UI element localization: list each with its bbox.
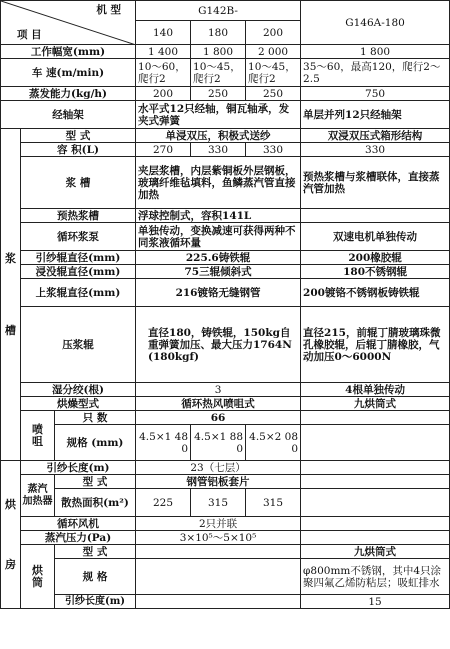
heater-area-b <box>301 489 450 517</box>
circulation-fan-b <box>301 517 450 531</box>
slurry-type-b: 双浸双压式箱形结构 <box>301 129 450 143</box>
speed-200: 10～45，爬行2 <box>246 59 301 87</box>
nozzle-spec-180: 4.5×1 880 <box>191 425 246 461</box>
speed-140: 10～60，爬行2 <box>136 59 191 87</box>
working-width-200: 2 000 <box>246 45 301 59</box>
row-evaporation-label: 蒸发能力(kg/h) <box>1 87 136 101</box>
nozzle-count-label: 只 数 <box>55 411 136 425</box>
drying-type-b: 九烘筒式 <box>301 397 450 411</box>
wet-split-label: 湿分绞(根) <box>21 383 136 397</box>
immersion-roller-a: 75三辊倾斜式 <box>136 265 301 279</box>
squeeze-roller-a: 直径180，铸铁辊，150kg自重弹簧加压、最大压力1764N(180kgf) <box>136 307 301 383</box>
heater-area-200: 315 <box>246 489 301 517</box>
upper-size-roller-b: 200镀铬不锈钢板铸铁辊 <box>301 279 450 307</box>
yarn-length-cyl-b: 15 <box>301 595 450 609</box>
working-width-140: 1 400 <box>136 45 191 59</box>
heater-type-label: 型 式 <box>55 475 136 489</box>
group-steam-heater: 蒸汽 加热器 <box>21 475 55 517</box>
volume-200: 330 <box>246 143 301 157</box>
drying-type-label: 烘燥型式 <box>21 397 136 411</box>
circulation-fan-a: 2只并联 <box>136 517 301 531</box>
yarn-length-oven-b <box>301 461 450 475</box>
heater-type-a: 钢管铝板套片 <box>136 475 301 489</box>
warp-beam-a: 水平式12只经轴，铜瓦轴承，发夹式弹簧 <box>136 101 301 129</box>
evaporation-200: 250 <box>246 87 301 101</box>
row-working-width-label: 工作幅宽(mm) <box>1 45 136 59</box>
cylinder-spec-label: 规 格 <box>55 559 136 595</box>
sub-header-180: 180 <box>191 21 246 45</box>
model-b-header: G146A-180 <box>301 1 450 45</box>
cylinder-type-label: 型 式 <box>55 545 136 559</box>
yarn-roller-label: 引纱辊直径(mm) <box>21 251 136 265</box>
nozzle-spec-200: 4.5×2 080 <box>246 425 301 461</box>
header-diagonal-cell <box>1 1 136 45</box>
preheat-tank-a: 浮球控制式，容积141L <box>136 209 301 223</box>
cylinder-spec-b: φ800mm不锈钢，其中4只涂聚四氟乙烯防粘层；吸虹排水 <box>301 559 450 595</box>
yarn-length-oven-label: 引纱长度(m) <box>21 461 136 475</box>
steam-pressure-label: 蒸汽压力(Pa) <box>21 531 136 545</box>
slurry-type-label: 型 式 <box>21 129 136 143</box>
sub-header-140: 140 <box>136 21 191 45</box>
working-width-180: 1 800 <box>191 45 246 59</box>
heater-area-label: 散热面积(m²) <box>55 489 136 517</box>
volume-label: 容 积(L) <box>21 143 136 157</box>
wet-split-b: 4根单独传动 <box>301 383 450 397</box>
model-a-header: G142B- <box>136 1 301 21</box>
working-width-b: 1 800 <box>301 45 450 59</box>
row-warp-beam-label: 经轴架 <box>1 101 136 129</box>
circulation-pump-a: 单独传动，变换减速可获得两种不同浆液循环量 <box>136 223 301 251</box>
slurry-type-a: 单浸双压，积极式送纱 <box>136 129 301 143</box>
drying-type-a: 循环热风喷咀式 <box>136 397 301 411</box>
nozzle-spec-140: 4.5×1 480 <box>136 425 191 461</box>
yarn-roller-a: 225.6铸铁辊 <box>136 251 301 265</box>
heater-area-140: 225 <box>136 489 191 517</box>
upper-size-roller-a: 216镀铬无缝钢管 <box>136 279 301 307</box>
preheat-tank-label: 预热浆槽 <box>21 209 136 223</box>
immersion-roller-b: 180不锈钢辊 <box>301 265 450 279</box>
nozzle-spec-label: 规格 (mm) <box>55 425 136 461</box>
circulation-pump-label: 循环浆泵 <box>21 223 136 251</box>
nozzle-count-b <box>301 411 450 425</box>
yarn-roller-b: 200橡胶辊 <box>301 251 450 265</box>
squeeze-roller-b: 直径215，前辊丁腈玻璃珠微孔橡胶辊，后辊丁腈橡胶，气动加压0～6000N <box>301 307 450 383</box>
speed-b: 35～60，最高120，爬行2～2.5 <box>301 59 450 87</box>
slurry-tank-label: 浆 槽 <box>21 157 136 209</box>
circulation-pump-b: 双速电机单独传动 <box>301 223 450 251</box>
volume-b: 330 <box>301 143 450 157</box>
warp-beam-b: 单层并列12只经轴架 <box>301 101 450 129</box>
evaporation-180: 250 <box>191 87 246 101</box>
wet-split-a: 3 <box>136 383 301 397</box>
row-speed-label: 车 速(m/min) <box>1 59 136 87</box>
cylinder-type-b: 九烘筒式 <box>301 545 450 559</box>
preheat-tank-b <box>301 209 450 223</box>
immersion-roller-label: 浸没辊直径(mm) <box>21 265 136 279</box>
speed-180: 10～45，爬行2 <box>191 59 246 87</box>
group-nozzle: 喷 咀 <box>21 411 55 461</box>
sub-header-200: 200 <box>246 21 301 45</box>
yarn-length-cyl-label: 引纱长度(m) <box>55 595 136 609</box>
cylinder-type-a <box>136 545 301 559</box>
group-slurry-trough: 浆 槽 <box>1 129 21 461</box>
nozzle-count-a: 66 <box>136 411 301 425</box>
steam-pressure-b <box>301 531 450 545</box>
group-drying-room: 烘 房 <box>1 461 21 609</box>
machine-type-label: 机 型 <box>96 4 122 16</box>
group-drying-cylinder: 烘 筒 <box>21 545 55 609</box>
upper-size-roller-label: 上浆辊直径(mm) <box>21 279 136 307</box>
volume-180: 330 <box>191 143 246 157</box>
circulation-fan-label: 循环风机 <box>21 517 136 531</box>
cylinder-spec-a <box>136 559 301 595</box>
evaporation-140: 200 <box>136 87 191 101</box>
steam-pressure-a: 3×10⁵～5×10⁵ <box>136 531 301 545</box>
heater-type-b <box>301 475 450 489</box>
squeeze-roller-label: 压浆辊 <box>21 307 136 383</box>
volume-140: 270 <box>136 143 191 157</box>
yarn-length-cyl-a <box>136 595 301 609</box>
yarn-length-oven-a: 23（七层） <box>136 461 301 475</box>
nozzle-spec-b <box>301 425 450 461</box>
slurry-tank-a: 夹层浆槽，内层紫铜板外层钢板，玻璃纤维毡填料，鱼鳞蒸汽管直接加热 <box>136 157 301 209</box>
item-label: 项 目 <box>17 29 42 41</box>
evaporation-b: 750 <box>301 87 450 101</box>
slurry-tank-b: 预热浆槽与浆槽联体，直接蒸汽管加热 <box>301 157 450 209</box>
heater-area-180: 315 <box>191 489 246 517</box>
